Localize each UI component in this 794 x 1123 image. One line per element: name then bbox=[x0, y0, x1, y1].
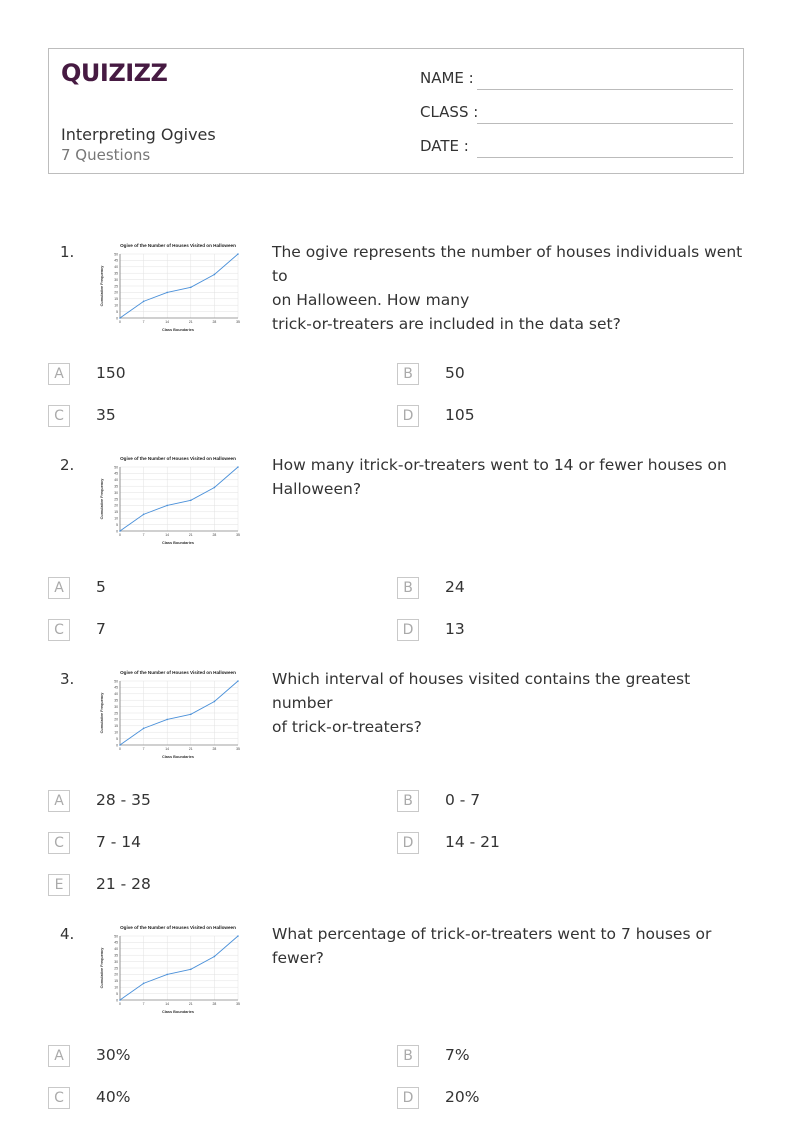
y-tick-label: 40 bbox=[114, 692, 118, 697]
x-tick-label: 21 bbox=[188, 320, 193, 324]
y-tick-label: 35 bbox=[114, 698, 118, 703]
data-point bbox=[190, 499, 192, 501]
option-b-box[interactable]: B bbox=[397, 363, 419, 385]
x-tick-label: 7 bbox=[142, 320, 145, 324]
y-axis-label: Cumulative Frequency bbox=[100, 692, 104, 734]
y-tick-label: 50 bbox=[114, 465, 118, 470]
data-point bbox=[237, 935, 239, 937]
question-number: 2. bbox=[60, 456, 75, 474]
option-c-text: 40% bbox=[96, 1088, 131, 1106]
x-tick-label: 14 bbox=[165, 747, 170, 751]
x-tick-label: 21 bbox=[188, 747, 193, 751]
y-tick-label: 50 bbox=[114, 252, 118, 257]
option-c-box[interactable]: C bbox=[48, 832, 70, 854]
option-c-text: 7 bbox=[96, 620, 106, 638]
y-tick-label: 15 bbox=[114, 979, 118, 984]
class-line[interactable] bbox=[477, 123, 733, 124]
y-tick-label: 40 bbox=[114, 947, 118, 952]
data-point bbox=[143, 728, 145, 730]
option-e-text: 21 - 28 bbox=[96, 875, 151, 893]
option-d-box[interactable]: D bbox=[397, 832, 419, 854]
y-tick-label: 30 bbox=[114, 490, 118, 495]
x-tick-label: 35 bbox=[236, 533, 240, 537]
x-tick-label: 0 bbox=[119, 533, 121, 537]
name-line[interactable] bbox=[477, 89, 733, 90]
x-tick-label: 35 bbox=[236, 747, 240, 751]
data-point bbox=[190, 713, 192, 715]
option-c-box[interactable]: C bbox=[48, 405, 70, 427]
y-tick-label: 25 bbox=[114, 711, 118, 716]
x-tick-label: 14 bbox=[165, 320, 170, 324]
y-tick-label: 20 bbox=[114, 972, 118, 977]
question-number: 1. bbox=[60, 243, 75, 261]
worksheet-header bbox=[48, 48, 744, 174]
x-tick-label: 0 bbox=[119, 1002, 121, 1006]
data-point bbox=[143, 514, 145, 516]
x-axis-label: Class Boundaries bbox=[161, 755, 195, 759]
x-tick-label: 14 bbox=[165, 1002, 170, 1006]
y-tick-label: 45 bbox=[114, 685, 118, 690]
data-point bbox=[190, 286, 192, 288]
option-c-box[interactable]: C bbox=[48, 1087, 70, 1109]
x-tick-label: 7 bbox=[142, 533, 145, 537]
y-tick-label: 30 bbox=[114, 959, 118, 964]
data-point bbox=[143, 301, 145, 303]
y-tick-label: 0 bbox=[116, 316, 118, 321]
data-point bbox=[214, 956, 216, 958]
x-tick-label: 0 bbox=[119, 320, 121, 324]
data-point bbox=[143, 983, 145, 985]
option-d-box[interactable]: D bbox=[397, 1087, 419, 1109]
question-text: The ogive represents the number of houses individuals went to on Halloween. How many trick-or-treaters are included in the data set? bbox=[272, 243, 743, 333]
option-e-box[interactable]: E bbox=[48, 874, 70, 896]
x-tick-label: 7 bbox=[142, 747, 145, 751]
y-tick-label: 20 bbox=[114, 503, 118, 508]
y-tick-label: 0 bbox=[116, 998, 118, 1003]
x-tick-label: 0 bbox=[119, 747, 121, 751]
y-tick-label: 5 bbox=[116, 991, 118, 996]
y-tick-label: 35 bbox=[114, 484, 118, 489]
option-c-box[interactable]: C bbox=[48, 619, 70, 641]
y-tick-label: 5 bbox=[116, 522, 118, 527]
question-text: What percentage of trick-or-treaters went to 7 houses or fewer? bbox=[272, 925, 712, 967]
x-tick-label: 28 bbox=[212, 533, 217, 537]
option-d-box[interactable]: D bbox=[397, 619, 419, 641]
option-a-box[interactable]: A bbox=[48, 577, 70, 599]
data-point bbox=[190, 968, 192, 970]
option-d-text: 20% bbox=[445, 1088, 480, 1106]
option-a-text: 30% bbox=[96, 1046, 131, 1064]
ogive-graph bbox=[98, 240, 258, 332]
quizizz-logo: QUIZIZZ bbox=[61, 59, 168, 87]
x-tick-label: 35 bbox=[236, 1002, 240, 1006]
y-tick-label: 5 bbox=[116, 736, 118, 741]
y-tick-label: 35 bbox=[114, 271, 118, 276]
y-tick-label: 15 bbox=[114, 297, 118, 302]
data-point bbox=[119, 999, 121, 1001]
y-tick-label: 10 bbox=[114, 985, 118, 990]
x-tick-label: 28 bbox=[212, 320, 217, 324]
y-tick-label: 30 bbox=[114, 277, 118, 282]
data-point bbox=[237, 253, 239, 255]
x-tick-label: 7 bbox=[142, 1002, 145, 1006]
y-tick-label: 10 bbox=[114, 730, 118, 735]
data-point bbox=[166, 719, 168, 721]
option-b-box[interactable]: B bbox=[397, 577, 419, 599]
option-d-box[interactable]: D bbox=[397, 405, 419, 427]
x-tick-label: 14 bbox=[165, 533, 170, 537]
graph-title: Ogive of the Number of Houses Visited on Halloween bbox=[120, 670, 236, 675]
y-tick-label: 0 bbox=[116, 529, 118, 534]
option-a-box[interactable]: A bbox=[48, 363, 70, 385]
data-point bbox=[166, 292, 168, 294]
data-point bbox=[119, 317, 121, 319]
x-tick-label: 21 bbox=[188, 1002, 193, 1006]
option-b-box[interactable]: B bbox=[397, 790, 419, 812]
x-tick-label: 28 bbox=[212, 747, 217, 751]
data-point bbox=[214, 274, 216, 276]
y-tick-label: 25 bbox=[114, 966, 118, 971]
option-b-text: 24 bbox=[445, 578, 465, 596]
data-point bbox=[214, 701, 216, 703]
graph-title: Ogive of the Number of Houses Visited on Halloween bbox=[120, 925, 236, 930]
y-axis-label: Cumulative Frequency bbox=[100, 265, 104, 307]
y-tick-label: 20 bbox=[114, 290, 118, 295]
data-point bbox=[214, 487, 216, 489]
ogive-graph bbox=[98, 667, 258, 759]
data-point bbox=[119, 530, 121, 532]
data-point bbox=[237, 466, 239, 468]
y-tick-label: 50 bbox=[114, 934, 118, 939]
question-number: 4. bbox=[60, 925, 75, 943]
option-a-text: 5 bbox=[96, 578, 106, 596]
y-tick-label: 40 bbox=[114, 265, 118, 270]
option-a-text: 150 bbox=[96, 364, 126, 382]
option-d-text: 13 bbox=[445, 620, 465, 638]
question-text: How many itrick-or-treaters went to 14 or fewer houses on Halloween? bbox=[272, 456, 727, 498]
y-tick-label: 20 bbox=[114, 717, 118, 722]
x-tick-label: 28 bbox=[212, 1002, 217, 1006]
data-point bbox=[237, 680, 239, 682]
y-tick-label: 25 bbox=[114, 284, 118, 289]
y-tick-label: 5 bbox=[116, 309, 118, 314]
date-label: DATE : bbox=[420, 137, 469, 155]
y-tick-label: 50 bbox=[114, 679, 118, 684]
option-a-box[interactable]: A bbox=[48, 790, 70, 812]
y-tick-label: 10 bbox=[114, 516, 118, 521]
y-tick-label: 45 bbox=[114, 471, 118, 476]
x-tick-label: 35 bbox=[236, 320, 240, 324]
y-tick-label: 40 bbox=[114, 478, 118, 483]
question-count: 7 Questions bbox=[61, 146, 151, 164]
option-d-text: 105 bbox=[445, 406, 475, 424]
data-point bbox=[119, 744, 121, 746]
y-tick-label: 45 bbox=[114, 940, 118, 945]
x-axis-label: Class Boundaries bbox=[161, 541, 195, 545]
data-point bbox=[166, 974, 168, 976]
y-tick-label: 30 bbox=[114, 704, 118, 709]
y-tick-label: 15 bbox=[114, 724, 118, 729]
question-number: 3. bbox=[60, 670, 75, 688]
x-tick-label: 21 bbox=[188, 533, 193, 537]
y-tick-label: 45 bbox=[114, 258, 118, 263]
worksheet-title: Interpreting Ogives bbox=[61, 125, 216, 144]
option-b-text: 50 bbox=[445, 364, 465, 382]
graph-title: Ogive of the Number of Houses Visited on Halloween bbox=[120, 456, 236, 461]
x-axis-label: Class Boundaries bbox=[161, 1010, 195, 1014]
name-label: NAME : bbox=[420, 69, 474, 87]
graph-title: Ogive of the Number of Houses Visited on Halloween bbox=[120, 243, 236, 248]
data-point bbox=[166, 505, 168, 507]
option-a-text: 28 - 35 bbox=[96, 791, 151, 809]
y-tick-label: 10 bbox=[114, 303, 118, 308]
y-tick-label: 35 bbox=[114, 953, 118, 958]
y-tick-label: 25 bbox=[114, 497, 118, 502]
option-b-text: 0 - 7 bbox=[445, 791, 481, 809]
option-d-text: 14 - 21 bbox=[445, 833, 500, 851]
option-b-box[interactable]: B bbox=[397, 1045, 419, 1067]
option-c-text: 35 bbox=[96, 406, 116, 424]
option-b-text: 7% bbox=[445, 1046, 470, 1064]
date-line[interactable] bbox=[477, 157, 733, 158]
ogive-graph bbox=[98, 453, 258, 545]
option-c-text: 7 - 14 bbox=[96, 833, 142, 851]
class-label: CLASS : bbox=[420, 103, 479, 121]
y-tick-label: 15 bbox=[114, 510, 118, 515]
x-axis-label: Class Boundaries bbox=[161, 328, 195, 332]
option-a-box[interactable]: A bbox=[48, 1045, 70, 1067]
y-tick-label: 0 bbox=[116, 743, 118, 748]
y-axis-label: Cumulative Frequency bbox=[100, 478, 104, 520]
question-text: Which interval of houses visited contains the greatest number of trick-or-treaters? bbox=[272, 670, 691, 736]
y-axis-label: Cumulative Frequency bbox=[100, 947, 104, 989]
ogive-graph bbox=[98, 922, 258, 1014]
